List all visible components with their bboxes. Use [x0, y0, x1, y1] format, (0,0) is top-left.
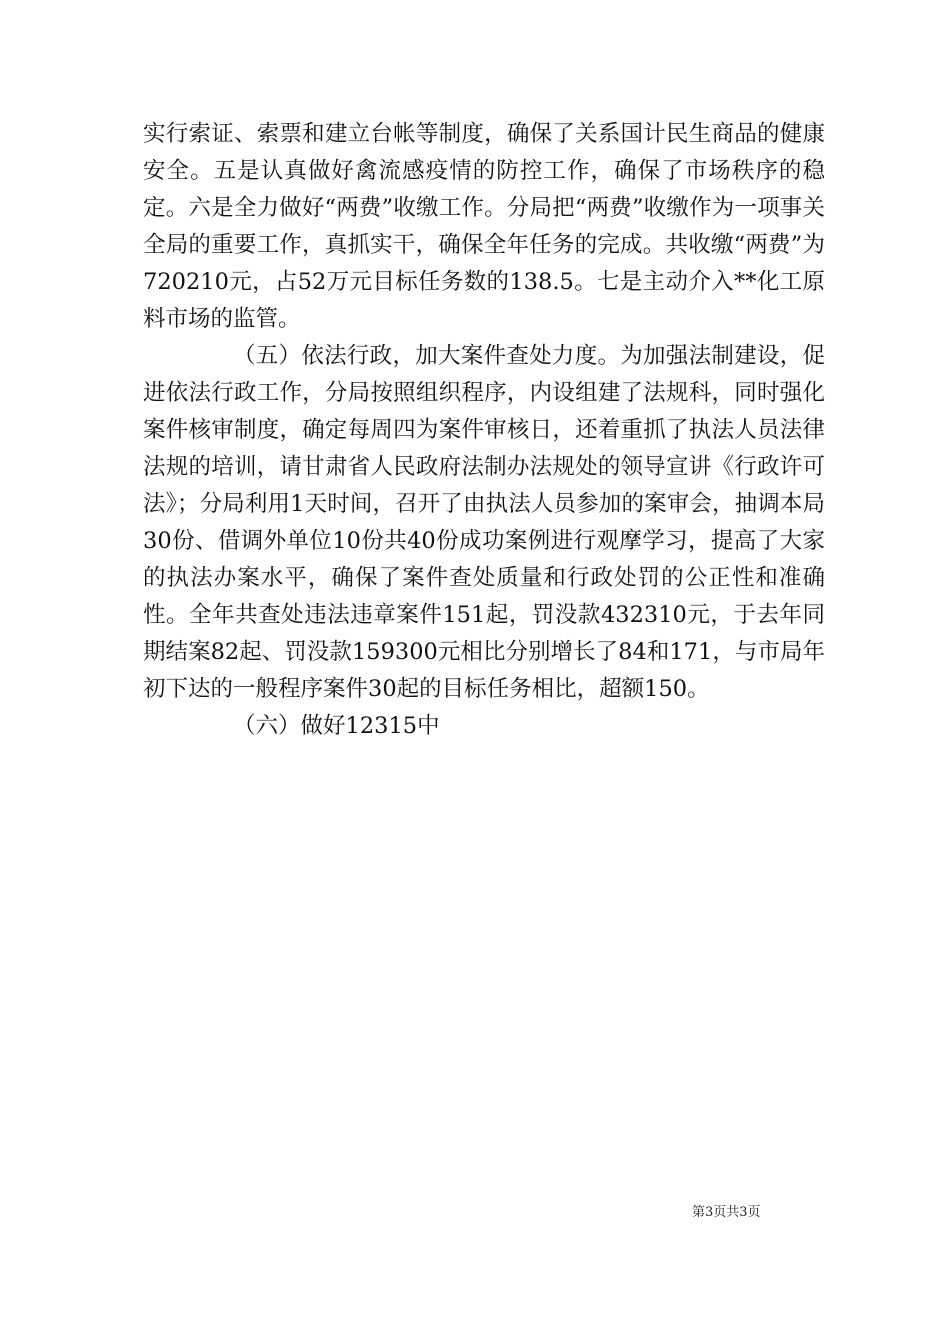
paragraph-section-five: （五）依法行政，加大案件查处力度。为加强法制建设，促进依法行政工作，分局按照组织程序，内设组建了法规科，同时强化案件核审制度，确定每周四为案件审核日，还着重抓了执法人员法律法规的培训，请甘肃省人民政府法制办法规处的领导宣讲《行政许可法》；分局利用1天时间，召开了由执法人员参加的案审会，抽调本局30份、借调外单位10份共40份成功案例进行观摩学习，提高了大家的执法办案水平，确保了案件查处质量和行政处罚的公正性和准确性。全年共查处违法违章案件151起，罚没款432310元，于去年同期结案82起、罚没款159300元相比分别增长了84和171，与市局年初下达的一般程序案件30起的目标任务相比，超额150。 — [143, 343, 825, 702]
page-number-footer: 第3页共3页 — [692, 1205, 761, 1220]
document-body — [143, 116, 825, 745]
paragraph-section-six: （六）做好12315中 — [233, 713, 440, 739]
paragraph-continuation: 实行索证、索票和建立台帐等制度，确保了关系国计民生商品的健康安全。五是认真做好禽流感疫情的防控工作，确保了市场秩序的稳定。六是全力做好“两费”收缴工作。分局把“两费”收缴作为一项事关全局的重要工作，真抓实干，确保全年任务的完成。共收缴“两费”为720210元，占52万元目标任务数的138.5。七是主动介入**化工原料市场的监管。 — [143, 121, 825, 332]
